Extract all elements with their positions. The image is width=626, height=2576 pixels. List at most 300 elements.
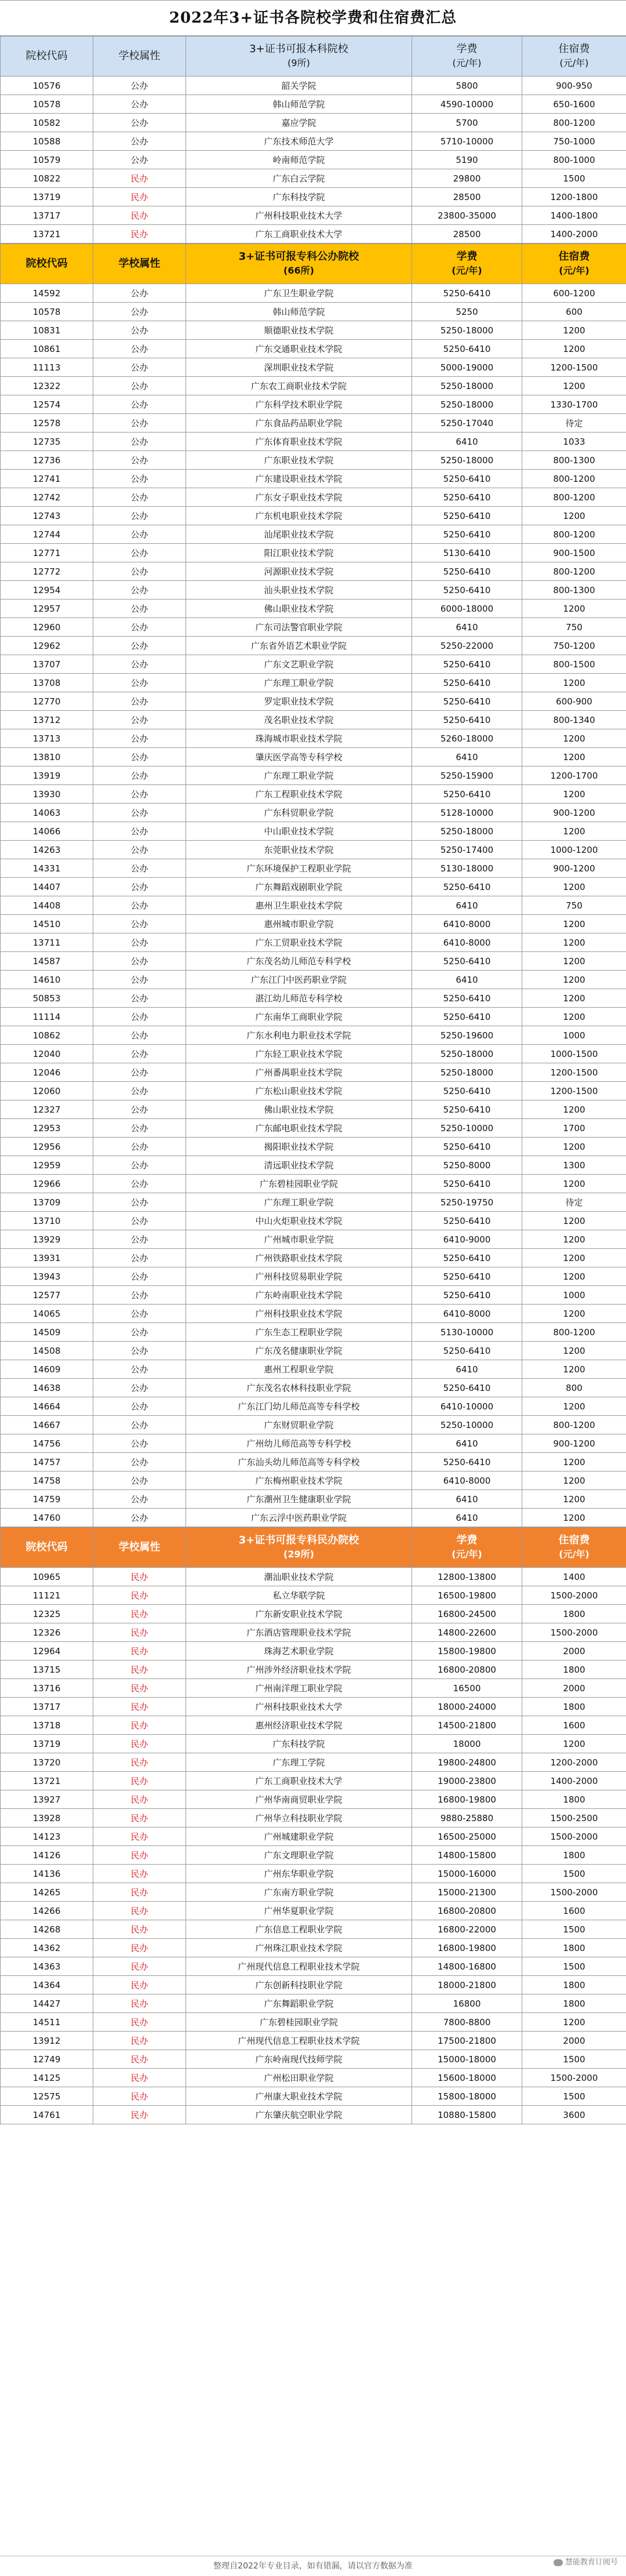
- table-row: [1, 1045, 626, 1063]
- cell-code: 10578: [1, 95, 93, 114]
- cell-school: 私立华联学院: [186, 1586, 412, 1605]
- cell-lodging: 2000: [522, 1642, 626, 1661]
- cell-tuition: 5250-6410: [412, 1212, 522, 1230]
- cell-school: 顺德职业技术学院: [186, 321, 412, 340]
- table-row: [1, 878, 626, 896]
- table-row: [1, 618, 626, 637]
- table-row: [1, 562, 626, 581]
- cell-code: 14063: [1, 804, 93, 822]
- cell-code: 14761: [1, 2106, 93, 2124]
- cell-school: 广东环境保护工程职业学院: [186, 859, 412, 878]
- table-row: [1, 433, 626, 451]
- header-type-label: 学校属性: [118, 257, 161, 270]
- cell-type: 民办: [93, 1865, 186, 1883]
- cell-school: 广东科技学院: [186, 1735, 412, 1753]
- table-row: [1, 711, 626, 729]
- cell-school: 广东南华工商职业学院: [186, 1008, 412, 1026]
- cell-type: 公办: [93, 989, 186, 1008]
- cell-school: 广东创新科技职业学院: [186, 1976, 412, 1994]
- table-row: [1, 1397, 626, 1416]
- cell-code: 12770: [1, 692, 93, 711]
- cell-code: 14126: [1, 1846, 93, 1865]
- cell-type: 民办: [93, 1790, 186, 1809]
- wechat-label: 慧能教育订阅号: [565, 2558, 618, 2567]
- cell-type: 公办: [93, 878, 186, 896]
- cell-lodging: 1600: [522, 1902, 626, 1920]
- cell-school: 惠州工程职业学院: [186, 1360, 412, 1379]
- cell-code: 12964: [1, 1642, 93, 1661]
- cell-code: 10822: [1, 169, 93, 188]
- cell-code: 12743: [1, 507, 93, 525]
- cell-code: 13919: [1, 766, 93, 785]
- cell-lodging: 1800: [522, 1939, 626, 1957]
- table-row: [1, 414, 626, 433]
- cell-type: 公办: [93, 618, 186, 637]
- table-row: [1, 785, 626, 804]
- table-row: [1, 971, 626, 989]
- cell-code: 12966: [1, 1175, 93, 1193]
- cell-school: 广州南洋理工职业学院: [186, 1679, 412, 1698]
- cell-tuition: 5250-6410: [412, 1008, 522, 1026]
- header-code-label: 院校代码: [26, 257, 68, 270]
- cell-school: 广东文理职业学院: [186, 1846, 412, 1865]
- cell-tuition: 29800: [412, 169, 522, 188]
- cell-tuition: 6410: [412, 433, 522, 451]
- cell-lodging: 1200: [522, 1490, 626, 1509]
- cell-type: 民办: [93, 1920, 186, 1939]
- cell-code: 14066: [1, 822, 93, 841]
- cell-type: 公办: [93, 507, 186, 525]
- cell-tuition: 6410-9000: [412, 1230, 522, 1249]
- cell-school: 广东女子职业技术学院: [186, 488, 412, 507]
- cell-school: 广东茂名幼儿师范专科学校: [186, 952, 412, 971]
- cell-lodging: 1330-1700: [522, 395, 626, 414]
- cell-type: 公办: [93, 1026, 186, 1045]
- cell-school: 广东建设职业技术学院: [186, 470, 412, 488]
- header-tuition-sublabel: (元/年): [452, 1549, 482, 1560]
- cell-school: 广州东华职业学院: [186, 1865, 412, 1883]
- cell-school: 韶关学院: [186, 77, 412, 95]
- cell-type: 民办: [93, 188, 186, 206]
- cell-tuition: 5250-6410: [412, 1100, 522, 1119]
- cell-code: 13719: [1, 1735, 93, 1753]
- cell-type: 公办: [93, 1267, 186, 1286]
- cell-school: 广东水利电力职业技术学院: [186, 1026, 412, 1045]
- cell-type: 民办: [93, 225, 186, 244]
- section-header-row: [1, 1528, 626, 1568]
- cell-lodging: 1300: [522, 1156, 626, 1175]
- table-row: [1, 1790, 626, 1809]
- cell-code: 12954: [1, 581, 93, 600]
- cell-tuition: 5250-6410: [412, 581, 522, 600]
- page-title: 2022年3+证书各院校学费和住宿费汇总: [0, 0, 626, 36]
- cell-tuition: 5250-6410: [412, 989, 522, 1008]
- cell-school: 韩山师范学院: [186, 95, 412, 114]
- cell-tuition: 5250-17040: [412, 414, 522, 433]
- cell-type: 公办: [93, 1509, 186, 1527]
- table-row: [1, 729, 626, 748]
- cell-code: 11113: [1, 358, 93, 377]
- cell-school: 清远职业技术学院: [186, 1156, 412, 1175]
- header-type-label: 学校属性: [118, 1541, 161, 1553]
- table-row: [1, 284, 626, 303]
- cell-type: 公办: [93, 1193, 186, 1212]
- table-row: [1, 1379, 626, 1397]
- cell-lodging: 2000: [522, 1679, 626, 1698]
- cell-code: 12959: [1, 1156, 93, 1175]
- cell-tuition: 9880-25880: [412, 1809, 522, 1827]
- cell-tuition: 6410-8000: [412, 1305, 522, 1323]
- cell-tuition: 6410: [412, 1434, 522, 1453]
- header-tuition: [412, 1528, 522, 1568]
- cell-lodging: 1200: [522, 2013, 626, 2032]
- cell-lodging: 1500-2000: [522, 1827, 626, 1846]
- cell-code: 14758: [1, 1472, 93, 1490]
- cell-type: 公办: [93, 1490, 186, 1509]
- cell-type: 民办: [93, 2087, 186, 2106]
- cell-tuition: 5250-18000: [412, 1045, 522, 1063]
- cell-code: 13709: [1, 1193, 93, 1212]
- header-type-label: 学校属性: [118, 50, 161, 62]
- cell-tuition: 15000-18000: [412, 2050, 522, 2069]
- cell-school: 广东理工职业学院: [186, 766, 412, 785]
- cell-lodging: 1000-1500: [522, 1045, 626, 1063]
- cell-tuition: 28500: [412, 225, 522, 244]
- cell-code: 12744: [1, 525, 93, 544]
- cell-tuition: 16800: [412, 1994, 522, 2013]
- cell-tuition: 5250-6410: [412, 785, 522, 804]
- cell-tuition: 5250-6410: [412, 525, 522, 544]
- table-row: [1, 1472, 626, 1490]
- cell-tuition: 5250-6410: [412, 507, 522, 525]
- cell-lodging: 1200: [522, 1453, 626, 1472]
- cell-tuition: 5250-18000: [412, 377, 522, 395]
- cell-lodging: 1800: [522, 1994, 626, 2013]
- table-row: [1, 655, 626, 674]
- cell-code: 14759: [1, 1490, 93, 1509]
- header-lodging-sublabel: (元/年): [559, 57, 589, 68]
- header-tuition: [412, 244, 522, 284]
- cell-code: 11121: [1, 1586, 93, 1605]
- cell-school: 广州松田职业学院: [186, 2069, 412, 2087]
- cell-code: 10582: [1, 114, 93, 132]
- cell-lodging: 1200: [522, 1100, 626, 1119]
- cell-code: 12046: [1, 1063, 93, 1082]
- table-row: [1, 2106, 626, 2124]
- cell-code: 14664: [1, 1397, 93, 1416]
- cell-tuition: 5250-6410: [412, 711, 522, 729]
- cell-tuition: 16500-25000: [412, 1827, 522, 1846]
- cell-lodging: 600-900: [522, 692, 626, 711]
- cell-lodging: 900-1500: [522, 544, 626, 562]
- header-code-label: 院校代码: [26, 1541, 68, 1553]
- cell-code: 12749: [1, 2050, 93, 2069]
- cell-type: 民办: [93, 1939, 186, 1957]
- cell-type: 公办: [93, 1175, 186, 1193]
- table-row: [1, 1772, 626, 1790]
- cell-lodging: 1200: [522, 1397, 626, 1416]
- cell-type: 公办: [93, 1138, 186, 1156]
- cell-tuition: 5250-6410: [412, 1267, 522, 1286]
- cell-lodging: 800-1300: [522, 451, 626, 470]
- cell-code: 14065: [1, 1305, 93, 1323]
- cell-code: 14638: [1, 1379, 93, 1397]
- cell-lodging: 750-1000: [522, 132, 626, 151]
- cell-lodging: 2000: [522, 2032, 626, 2050]
- cell-lodging: 800-1000: [522, 151, 626, 169]
- cell-tuition: 5250-6410: [412, 562, 522, 581]
- cell-tuition: 14800-16800: [412, 1957, 522, 1976]
- cell-code: 14510: [1, 915, 93, 933]
- cell-lodging: 750: [522, 618, 626, 637]
- cell-school: 广东岭南职业技术学院: [186, 1286, 412, 1305]
- cell-school: 广东云浮中医药职业学院: [186, 1509, 412, 1527]
- cell-type: 民办: [93, 1827, 186, 1846]
- cell-code: 14268: [1, 1920, 93, 1939]
- table-row: [1, 321, 626, 340]
- cell-code: 13713: [1, 729, 93, 748]
- cell-type: 民办: [93, 1716, 186, 1735]
- cell-code: 13719: [1, 188, 93, 206]
- cell-code: 13931: [1, 1249, 93, 1267]
- cell-school: 珠海城市职业技术学院: [186, 729, 412, 748]
- cell-school: 广东轻工职业技术学院: [186, 1045, 412, 1063]
- cell-tuition: 5250-6410: [412, 1342, 522, 1360]
- cell-tuition: 5250-18000: [412, 451, 522, 470]
- cell-code: 14136: [1, 1865, 93, 1883]
- cell-tuition: 5250-6410: [412, 674, 522, 692]
- cell-tuition: 5250-10000: [412, 1416, 522, 1434]
- cell-tuition: 10880-15800: [412, 2106, 522, 2124]
- cell-lodging: 1200: [522, 1267, 626, 1286]
- cell-code: 14509: [1, 1323, 93, 1342]
- cell-code: 12326: [1, 1623, 93, 1642]
- table-row: [1, 637, 626, 655]
- cell-type: 民办: [93, 2050, 186, 2069]
- table-row: [1, 1661, 626, 1679]
- cell-school: 广东南方职业学院: [186, 1883, 412, 1902]
- table-row: [1, 1286, 626, 1305]
- cell-code: 14587: [1, 952, 93, 971]
- cell-tuition: 16800-24500: [412, 1605, 522, 1623]
- cell-school: 广东财贸职业学院: [186, 1416, 412, 1434]
- cell-lodging: 1200: [522, 1249, 626, 1267]
- tuition-tables: [0, 36, 626, 2124]
- cell-school: 嘉应学院: [186, 114, 412, 132]
- cell-type: 公办: [93, 358, 186, 377]
- cell-type: 公办: [93, 114, 186, 132]
- cell-lodging: 1200: [522, 1008, 626, 1026]
- cell-code: 12957: [1, 600, 93, 618]
- cell-tuition: 12800-13800: [412, 1568, 522, 1586]
- table-row: [1, 1846, 626, 1865]
- table-row: [1, 674, 626, 692]
- cell-type: 公办: [93, 1305, 186, 1323]
- header-tuition-label: 学费: [456, 1534, 478, 1546]
- cell-lodging: 1200: [522, 1360, 626, 1379]
- table-row: [1, 1175, 626, 1193]
- cell-lodging: 750-1200: [522, 637, 626, 655]
- table-row: [1, 451, 626, 470]
- cell-lodging: 1000: [522, 1286, 626, 1305]
- cell-tuition: 5250-18000: [412, 1063, 522, 1082]
- table-row: [1, 1453, 626, 1472]
- cell-school: 广东酒店管理职业技术学院: [186, 1623, 412, 1642]
- cell-school: 广东机电职业技术学院: [186, 507, 412, 525]
- cell-school: 肇庆医学高等专科学校: [186, 748, 412, 766]
- cell-lodging: 900-1200: [522, 859, 626, 878]
- cell-lodging: 800-1340: [522, 711, 626, 729]
- cell-type: 公办: [93, 804, 186, 822]
- cell-tuition: 14800-15800: [412, 1846, 522, 1865]
- cell-tuition: 6410: [412, 971, 522, 989]
- cell-code: 12040: [1, 1045, 93, 1063]
- cell-code: 13707: [1, 655, 93, 674]
- cell-school: 广东江门中医药职业学院: [186, 971, 412, 989]
- cell-tuition: 5190: [412, 151, 522, 169]
- cell-lodging: 1200: [522, 340, 626, 358]
- table-row: [1, 1642, 626, 1661]
- cell-type: 公办: [93, 766, 186, 785]
- cell-school: 广州科技职业技术学院: [186, 1305, 412, 1323]
- cell-school: 广州康大职业技术学院: [186, 2087, 412, 2106]
- cell-lodging: 1200: [522, 878, 626, 896]
- cell-lodging: 1200: [522, 674, 626, 692]
- cell-school: 广东理工职业学院: [186, 1193, 412, 1212]
- cell-tuition: 15600-18000: [412, 2069, 522, 2087]
- cell-lodging: 1700: [522, 1119, 626, 1138]
- cell-lodging: 800-1200: [522, 488, 626, 507]
- cell-code: 13943: [1, 1267, 93, 1286]
- cell-type: 公办: [93, 637, 186, 655]
- footer-note: [0, 2556, 626, 2576]
- cell-code: 13721: [1, 225, 93, 244]
- cell-type: 公办: [93, 859, 186, 878]
- cell-lodging: 1800: [522, 1976, 626, 1994]
- table-row: [1, 1100, 626, 1119]
- cell-code: 14125: [1, 2069, 93, 2087]
- cell-tuition: 5250-10000: [412, 1119, 522, 1138]
- cell-code: 14609: [1, 1360, 93, 1379]
- cell-code: 13927: [1, 1790, 93, 1809]
- table-row: [1, 1865, 626, 1883]
- table-row: [1, 1939, 626, 1957]
- cell-school: 东莞职业技术学院: [186, 841, 412, 859]
- cell-type: 公办: [93, 544, 186, 562]
- cell-tuition: 5250-6410: [412, 952, 522, 971]
- cell-school: 河源职业技术学院: [186, 562, 412, 581]
- table-row: [1, 1193, 626, 1212]
- cell-tuition: 5250-6410: [412, 488, 522, 507]
- cell-tuition: 18000-24000: [412, 1698, 522, 1716]
- cell-lodging: 1500: [522, 2050, 626, 2069]
- cell-tuition: 5250-6410: [412, 1138, 522, 1156]
- cell-lodging: 1500-2000: [522, 1623, 626, 1642]
- section-table-public: [0, 244, 626, 1527]
- cell-school: 广州城市职业学院: [186, 1230, 412, 1249]
- table-row: [1, 470, 626, 488]
- cell-school: 广东职业技术学院: [186, 451, 412, 470]
- cell-code: 12578: [1, 414, 93, 433]
- header-lodging: [522, 37, 626, 77]
- cell-code: 14331: [1, 859, 93, 878]
- cell-type: 公办: [93, 729, 186, 748]
- cell-lodging: 1000-1200: [522, 841, 626, 859]
- cell-lodging: 1200: [522, 1175, 626, 1193]
- cell-code: 50853: [1, 989, 93, 1008]
- cell-code: 13928: [1, 1809, 93, 1827]
- cell-code: 13930: [1, 785, 93, 804]
- cell-school: 广东茂名健康职业学院: [186, 1342, 412, 1360]
- cell-type: 民办: [93, 1809, 186, 1827]
- table-row: [1, 1586, 626, 1605]
- cell-tuition: 6410-8000: [412, 1472, 522, 1490]
- table-row: [1, 859, 626, 878]
- cell-type: 公办: [93, 1249, 186, 1267]
- cell-code: 14265: [1, 1883, 93, 1902]
- cell-type: 民办: [93, 2032, 186, 2050]
- cell-type: 公办: [93, 1360, 186, 1379]
- cell-lodging: 1200-1700: [522, 766, 626, 785]
- table-row: [1, 395, 626, 414]
- cell-school: 广东舞蹈戏剧职业学院: [186, 878, 412, 896]
- cell-tuition: 18000-21800: [412, 1976, 522, 1994]
- cell-code: 12962: [1, 637, 93, 655]
- cell-lodging: 1200-2000: [522, 1753, 626, 1772]
- cell-type: 民办: [93, 1642, 186, 1661]
- table-row: [1, 2032, 626, 2050]
- cell-type: 公办: [93, 414, 186, 433]
- cell-type: 民办: [93, 1698, 186, 1716]
- cell-type: 公办: [93, 1045, 186, 1063]
- cell-school: 广东碧桂园职业学院: [186, 2013, 412, 2032]
- cell-tuition: 16500-19800: [412, 1586, 522, 1605]
- cell-type: 民办: [93, 1735, 186, 1753]
- cell-school: 揭阳职业技术学院: [186, 1138, 412, 1156]
- table-row: [1, 1809, 626, 1827]
- table-row: [1, 748, 626, 766]
- header-school-label: 3+证书可报本科院校: [249, 43, 348, 55]
- table-row: [1, 581, 626, 600]
- cell-school: 广东茂名农林科技职业学院: [186, 1379, 412, 1397]
- cell-school: 岭南师范学院: [186, 151, 412, 169]
- header-tuition-label: 学费: [456, 250, 478, 263]
- header-lodging: [522, 244, 626, 284]
- table-row: [1, 1827, 626, 1846]
- cell-tuition: 5250-18000: [412, 822, 522, 841]
- cell-school: 广东体育职业技术学院: [186, 433, 412, 451]
- table-row: [1, 1249, 626, 1267]
- cell-type: 公办: [93, 321, 186, 340]
- cell-lodging: 900-1200: [522, 804, 626, 822]
- cell-school: 广州幼儿师范高等专科学校: [186, 1434, 412, 1453]
- cell-code: 14408: [1, 896, 93, 915]
- cell-code: 13708: [1, 674, 93, 692]
- cell-type: 民办: [93, 1623, 186, 1642]
- cell-lodging: 800-1200: [522, 1416, 626, 1434]
- cell-lodging: 1200-1500: [522, 358, 626, 377]
- cell-type: 公办: [93, 785, 186, 804]
- cell-tuition: 5000-19000: [412, 358, 522, 377]
- cell-lodging: 1500: [522, 169, 626, 188]
- cell-type: 民办: [93, 1753, 186, 1772]
- cell-code: 14407: [1, 878, 93, 896]
- cell-type: 公办: [93, 1397, 186, 1416]
- cell-tuition: 5250-6410: [412, 284, 522, 303]
- cell-tuition: 5130-6410: [412, 544, 522, 562]
- cell-tuition: 6410: [412, 618, 522, 637]
- table-row: [1, 1063, 626, 1082]
